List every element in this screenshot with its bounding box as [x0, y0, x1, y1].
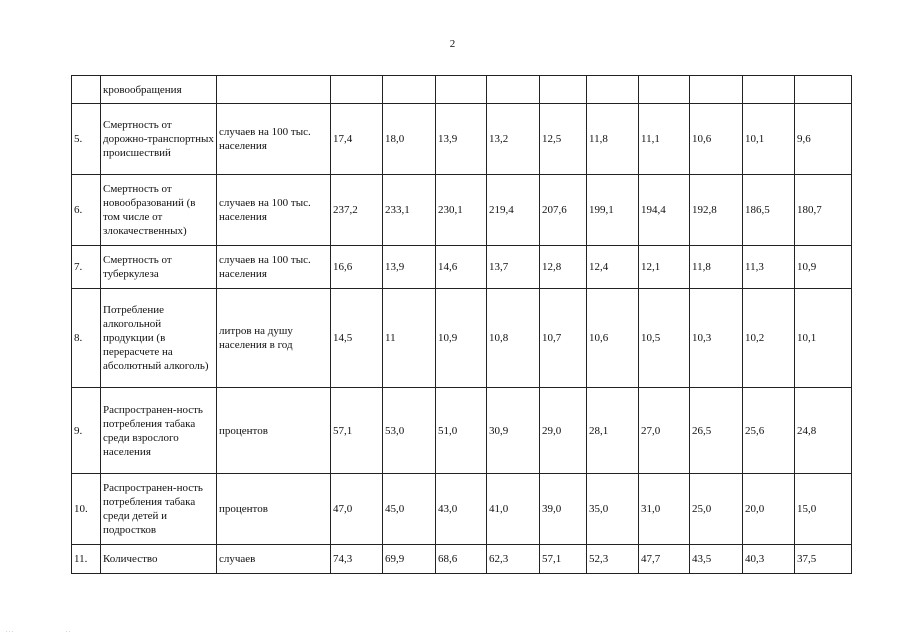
value-cell: 39,0 [540, 474, 587, 545]
value-cell: 57,1 [540, 545, 587, 574]
value-cell: 237,2 [331, 175, 383, 246]
indicator-name: Распространен-ность потребления табака среди взрослого населения [101, 388, 217, 474]
value-cell: 10,3 [690, 289, 743, 388]
value-cell: 57,1 [331, 388, 383, 474]
value-cell: 11,1 [639, 104, 690, 175]
value-cell: 52,3 [587, 545, 639, 574]
value-cell: 68,6 [436, 545, 487, 574]
unit-of-measure: случаев [217, 545, 331, 574]
table-row [72, 474, 852, 545]
value-cell: 11,8 [587, 104, 639, 175]
value-cell: 13,9 [436, 104, 487, 175]
value-cell: 74,3 [331, 545, 383, 574]
indicator-name: Смертность от новообразований (в том числе от злокачественных) [101, 175, 217, 246]
value-cell: 41,0 [487, 474, 540, 545]
value-cell: 45,0 [383, 474, 436, 545]
value-cell: 14,5 [331, 289, 383, 388]
value-cell: 219,4 [487, 175, 540, 246]
value-cell: 53,0 [383, 388, 436, 474]
value-cell [743, 76, 795, 104]
value-cell: 40,3 [743, 545, 795, 574]
value-cell: 37,5 [795, 545, 852, 574]
value-cell: 199,1 [587, 175, 639, 246]
value-cell: 13,9 [383, 246, 436, 289]
value-cell: 10,2 [743, 289, 795, 388]
unit-of-measure: случаев на 100 тыс. населения [217, 104, 331, 175]
value-cell: 12,5 [540, 104, 587, 175]
value-cell [795, 76, 852, 104]
indicator-name: Распространен-ность потребления табака среди детей и подростков [101, 474, 217, 545]
value-cell: 10,6 [587, 289, 639, 388]
unit-of-measure [217, 76, 331, 104]
table-row [72, 76, 852, 104]
value-cell: 15,0 [795, 474, 852, 545]
scan-artifact: . . [66, 628, 71, 634]
indicator-name: Потребление алкогольной продукции (в перерасчете на абсолютный алкоголь) [101, 289, 217, 388]
value-cell: 11,8 [690, 246, 743, 289]
unit-of-measure: процентов [217, 474, 331, 545]
indicator-name: Смертность от дорожно-транспортных происшествий [101, 104, 217, 175]
row-number: 5. [72, 104, 101, 175]
table-row [72, 289, 852, 388]
value-cell: 43,5 [690, 545, 743, 574]
table-row [72, 104, 852, 175]
value-cell: 24,8 [795, 388, 852, 474]
value-cell [436, 76, 487, 104]
value-cell [690, 76, 743, 104]
value-cell: 10,1 [743, 104, 795, 175]
indicator-name: Смертность от туберкулеза [101, 246, 217, 289]
value-cell: 10,7 [540, 289, 587, 388]
value-cell [639, 76, 690, 104]
indicator-name: кровообращения [101, 76, 217, 104]
value-cell: 10,9 [436, 289, 487, 388]
value-cell: 18,0 [383, 104, 436, 175]
value-cell [487, 76, 540, 104]
value-cell: 11 [383, 289, 436, 388]
value-cell: 207,6 [540, 175, 587, 246]
value-cell: 10,1 [795, 289, 852, 388]
value-cell: 28,1 [587, 388, 639, 474]
page-number: 2 [449, 38, 456, 50]
value-cell: 10,5 [639, 289, 690, 388]
value-cell: 233,1 [383, 175, 436, 246]
row-number: 8. [72, 289, 101, 388]
value-cell: 13,2 [487, 104, 540, 175]
value-cell [587, 76, 639, 104]
value-cell: 10,8 [487, 289, 540, 388]
value-cell: 30,9 [487, 388, 540, 474]
value-cell [540, 76, 587, 104]
row-number [72, 76, 101, 104]
value-cell: 35,0 [587, 474, 639, 545]
value-cell: 12,4 [587, 246, 639, 289]
table-row [72, 545, 852, 574]
value-cell: 69,9 [383, 545, 436, 574]
value-cell: 25,0 [690, 474, 743, 545]
value-cell [331, 76, 383, 104]
value-cell: 25,6 [743, 388, 795, 474]
table-row [72, 246, 852, 289]
value-cell: 31,0 [639, 474, 690, 545]
value-cell: 194,4 [639, 175, 690, 246]
value-cell: 14,6 [436, 246, 487, 289]
value-cell [383, 76, 436, 104]
value-cell: 43,0 [436, 474, 487, 545]
row-number: 10. [72, 474, 101, 545]
row-number: 6. [72, 175, 101, 246]
row-number: 7. [72, 246, 101, 289]
value-cell: 51,0 [436, 388, 487, 474]
value-cell: 26,5 [690, 388, 743, 474]
value-cell: 16,6 [331, 246, 383, 289]
table-row [72, 175, 852, 246]
unit-of-measure: случаев на 100 тыс. населения [217, 175, 331, 246]
unit-of-measure: литров на душу населения в год [217, 289, 331, 388]
value-cell: 20,0 [743, 474, 795, 545]
indicators-table [71, 75, 852, 574]
value-cell: 47,0 [331, 474, 383, 545]
row-number: 11. [72, 545, 101, 574]
value-cell: 10,6 [690, 104, 743, 175]
value-cell: 186,5 [743, 175, 795, 246]
indicator-name: Количество [101, 545, 217, 574]
value-cell: 12,8 [540, 246, 587, 289]
value-cell: 9,6 [795, 104, 852, 175]
unit-of-measure: случаев на 100 тыс. населения [217, 246, 331, 289]
value-cell: 230,1 [436, 175, 487, 246]
value-cell: 192,8 [690, 175, 743, 246]
table-row [72, 388, 852, 474]
value-cell: 62,3 [487, 545, 540, 574]
value-cell: 47,7 [639, 545, 690, 574]
value-cell: 180,7 [795, 175, 852, 246]
unit-of-measure: процентов [217, 388, 331, 474]
value-cell: 29,0 [540, 388, 587, 474]
value-cell: 27,0 [639, 388, 690, 474]
value-cell: 13,7 [487, 246, 540, 289]
value-cell: 12,1 [639, 246, 690, 289]
value-cell: 17,4 [331, 104, 383, 175]
value-cell: 10,9 [795, 246, 852, 289]
row-number: 9. [72, 388, 101, 474]
scan-artifact: . . . [6, 628, 14, 634]
value-cell: 11,3 [743, 246, 795, 289]
